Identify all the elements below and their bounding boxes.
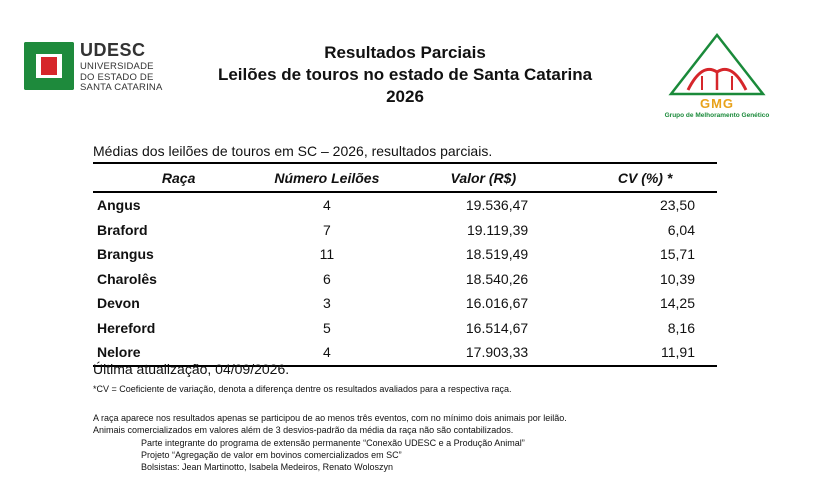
col-header-raca: Raça (93, 163, 260, 192)
cell-leiloes: 3 (322, 295, 331, 312)
last-update: Última atualização, 04/09/2026. (93, 361, 290, 377)
gmg-letters: GMG (699, 96, 735, 111)
col-header-cv: CV (%) * (573, 163, 717, 192)
cell-cv: 8,16 (667, 319, 695, 336)
gmg-triangle-icon (668, 32, 766, 98)
udesc-emblem-icon (24, 42, 74, 90)
cell-cv: 23,50 (659, 197, 695, 214)
inclusion-note: A raça aparece nos resultados apenas se participou de ao menos três eventos, com no mínimo dois animais por leilão. (93, 413, 567, 423)
col-header-leiloes: Número Leilões (260, 163, 393, 192)
results-table (93, 162, 717, 367)
cell-cv: 10,39 (659, 270, 695, 287)
cell-valor: 19.119,39 (466, 221, 529, 238)
title-line-3: 2026 (386, 87, 424, 106)
cell-leiloes: 7 (322, 221, 331, 238)
cell-leiloes: 6 (322, 270, 331, 287)
credit-program: Parte integrante do programa de extensão permanente “Conexão UDESC e a Produção Animal” (141, 438, 525, 448)
cell-raca: Charolês (97, 270, 157, 287)
credit-project: Projeto “Agregação de valor em bovinos comercializados em SC” (141, 450, 402, 460)
title-line-1: Resultados Parciais (324, 43, 486, 62)
table-caption: Médias dos leilões de touros em SC – 2026, resultados parciais. (93, 143, 493, 159)
udesc-logo (24, 40, 174, 92)
cell-leiloes: 5 (322, 319, 331, 336)
cell-valor: 16.514,67 (465, 319, 529, 336)
gmg-logo (662, 32, 772, 126)
table-row (93, 267, 717, 292)
cell-valor: 16.016,67 (465, 295, 529, 312)
credits (141, 437, 525, 473)
cell-valor: 19.536,47 (465, 197, 529, 214)
table-row (93, 316, 717, 341)
cell-valor: 17.903,33 (393, 340, 573, 366)
gmg-subtitle: Grupo de Melhoramento Genético (664, 112, 770, 119)
cell-valor: 18.540,26 (465, 270, 529, 287)
cell-leiloes: 11 (319, 246, 335, 263)
credit-scholars: Bolsistas: Jean Martinotto, Isabela Medeiros, Renato Woloszyn (141, 462, 393, 472)
cell-cv: 11,91 (573, 340, 717, 366)
title-line-2: Leilões de touros no estado de Santa Catarina (217, 65, 593, 84)
table-header-row (93, 163, 717, 192)
table-row (93, 291, 717, 316)
cell-raca: Nelore (93, 340, 260, 366)
cell-leiloes: 4 (260, 340, 393, 366)
cell-raca: Angus (97, 197, 141, 214)
cell-raca: Hereford (97, 319, 156, 336)
cell-raca: Brangus (97, 246, 154, 263)
udesc-fullname: UNIVERSIDADE DO ESTADO DE SANTA CATARINA (80, 61, 163, 93)
page-title (180, 42, 630, 108)
udesc-name: UDESC (80, 40, 146, 60)
table-row (93, 242, 717, 267)
table-row (93, 218, 717, 243)
cell-cv: 6,04 (667, 221, 695, 238)
cv-footnote: *CV = Coeficiente de variação, denota a diferença dentre os resultados avaliados para a respectiva raça. (93, 384, 512, 394)
table-row (93, 192, 717, 218)
cell-raca: Devon (97, 295, 140, 312)
outlier-note: Animais comercializados em valores além de 3 desvios-padrão da média da raça não são contabilizados. (93, 425, 514, 435)
cell-raca: Braford (97, 221, 148, 238)
cell-leiloes: 4 (322, 197, 331, 214)
cell-valor: 18.519,49 (465, 246, 529, 263)
cell-cv: 15,71 (659, 246, 695, 263)
col-header-valor: Valor (R$) (393, 163, 573, 192)
cell-cv: 14,25 (659, 295, 695, 312)
